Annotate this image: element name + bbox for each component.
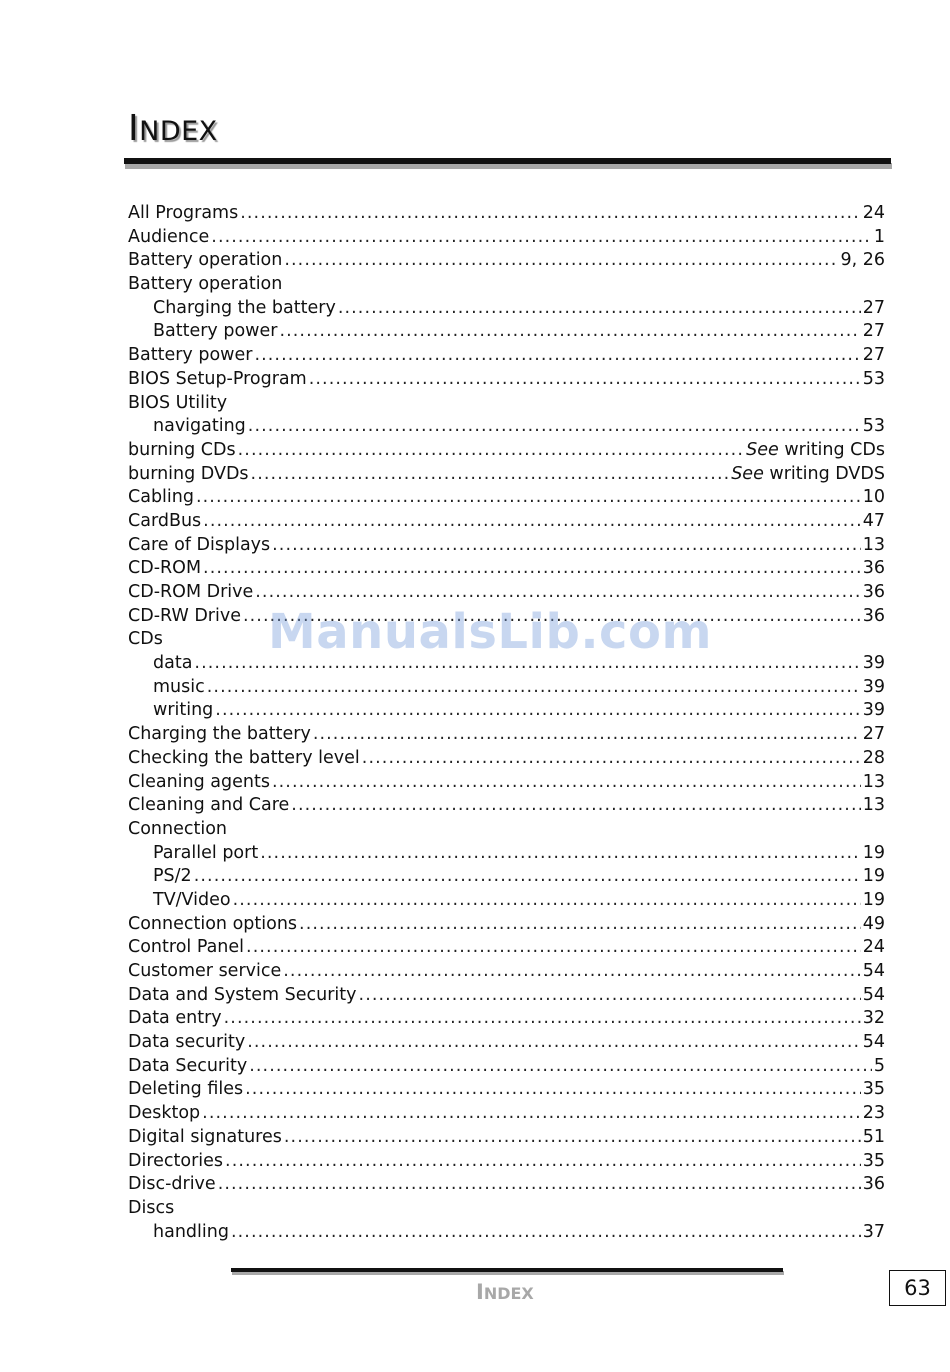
index-term: Audience — [128, 226, 210, 247]
page-reference: 53 — [862, 368, 885, 389]
index-term: CD-ROM — [128, 558, 202, 579]
page-reference: 1 — [873, 226, 885, 247]
page-reference: 19 — [862, 889, 885, 910]
dot-leader — [260, 842, 861, 866]
index-subentry — [128, 676, 885, 700]
see-label: See — [746, 439, 779, 460]
page-reference: 5 — [873, 1055, 885, 1076]
index-term: Parallel port — [153, 842, 259, 863]
index-entry — [128, 463, 885, 487]
page-reference: 37 — [862, 1221, 885, 1242]
footer-title-initial: I — [476, 1280, 484, 1304]
index-entry — [128, 249, 885, 273]
page-reference: 24 — [862, 937, 885, 958]
index-term: BIOS Utility — [128, 392, 228, 413]
footer-title — [476, 1280, 534, 1304]
page-reference — [731, 463, 885, 487]
dot-leader — [272, 534, 861, 558]
index-term: TV/Video — [153, 889, 231, 910]
index-entry — [128, 202, 885, 226]
page-reference: 13 — [862, 795, 885, 816]
page-reference: 24 — [862, 203, 885, 223]
dot-leader — [359, 984, 861, 1008]
dot-leader — [255, 581, 860, 605]
dot-leader — [238, 439, 744, 463]
index-entry — [128, 368, 885, 392]
index-term: Data Security — [128, 1055, 248, 1076]
index-entry — [128, 913, 885, 937]
index-term: Charging the battery — [128, 724, 311, 745]
page-reference: 36 — [862, 605, 885, 626]
dot-leader — [284, 1126, 861, 1150]
index-term: Disc-drive — [128, 1174, 216, 1195]
index-subentry — [128, 1221, 885, 1245]
dot-leader — [211, 226, 872, 250]
dot-leader — [218, 1173, 861, 1197]
page-reference: 27 — [862, 345, 885, 366]
index-term: data — [153, 653, 193, 674]
dot-leader — [224, 1007, 861, 1031]
index-entry — [128, 1173, 885, 1197]
index-term: Data entry — [128, 1008, 222, 1029]
index-entry — [128, 1007, 885, 1031]
index-term: Checking the battery level — [128, 747, 360, 768]
page-reference: 35 — [862, 1150, 885, 1171]
index-term: CD-ROM Drive — [128, 582, 254, 602]
index-term: Directories — [128, 1150, 224, 1171]
index-term: Discs — [128, 1197, 175, 1218]
dot-leader — [309, 368, 861, 392]
index-term: Charging the battery — [153, 297, 336, 318]
page-reference: 9, 26 — [840, 250, 885, 271]
dot-leader — [283, 960, 860, 984]
page-reference: 13 — [862, 534, 885, 555]
index-subentry — [128, 415, 885, 439]
page-reference: 39 — [862, 653, 885, 674]
index-entry — [128, 1126, 885, 1150]
page-reference: 27 — [862, 724, 885, 745]
page-reference: 28 — [862, 747, 885, 768]
index-term: All Programs — [128, 203, 239, 223]
index-entry — [128, 723, 885, 747]
index-entry — [128, 486, 885, 510]
index-entry — [128, 534, 885, 558]
page-reference: 54 — [862, 984, 885, 1005]
dot-leader — [207, 676, 861, 700]
dot-leader — [272, 771, 861, 795]
index-term: BIOS Setup-Program — [128, 368, 307, 389]
index-term: navigating — [153, 416, 246, 437]
index-term: CDs — [128, 629, 163, 650]
index-term: Battery operation — [128, 274, 283, 295]
dot-leader — [313, 723, 861, 747]
index-term: Battery power — [128, 345, 253, 366]
index-list — [128, 202, 885, 1244]
dot-leader — [246, 936, 861, 960]
index-entry — [128, 984, 885, 1008]
page-reference: 23 — [862, 1103, 885, 1124]
dot-leader — [194, 865, 861, 889]
index-term: Control Panel — [128, 937, 245, 958]
dot-leader — [299, 913, 861, 937]
index-entry — [128, 1150, 885, 1174]
index-entry — [128, 1197, 885, 1221]
index-entry — [128, 510, 885, 534]
dot-leader — [291, 794, 860, 818]
index-entry — [128, 771, 885, 795]
dot-leader — [233, 889, 861, 913]
index-entry — [128, 344, 885, 368]
index-term: Data and System Security — [128, 984, 357, 1005]
index-term: Customer service — [128, 961, 282, 981]
page-reference: 13 — [862, 771, 885, 792]
index-entry — [128, 392, 885, 416]
index-entry — [128, 273, 885, 297]
index-entry — [128, 818, 885, 842]
page-title-rest: NDEX — [139, 116, 218, 147]
index-term: CardBus — [128, 510, 202, 531]
index-term: writing — [153, 700, 214, 721]
page-reference: 36 — [862, 1174, 885, 1195]
index-term: Cabling — [128, 487, 194, 508]
dot-leader — [338, 297, 861, 321]
dot-leader — [225, 1150, 861, 1174]
index-subentry — [128, 842, 885, 866]
index-entry — [128, 226, 885, 250]
page-number: 63 — [889, 1270, 946, 1306]
dot-leader — [240, 202, 861, 226]
see-target: writing CDs — [778, 439, 885, 460]
page-reference: 35 — [862, 1079, 885, 1100]
dot-leader — [248, 415, 861, 439]
see-target: writing DVDS — [763, 463, 885, 484]
page-reference: 47 — [862, 510, 885, 531]
page-reference: 27 — [862, 297, 885, 318]
index-entry — [128, 794, 885, 818]
index-term: Battery power — [153, 321, 278, 342]
page-reference: 27 — [862, 321, 885, 342]
dot-leader — [251, 463, 730, 487]
index-entry — [128, 1031, 885, 1055]
dot-leader — [196, 486, 861, 510]
page-title — [128, 108, 218, 149]
index-term: Digital signatures — [128, 1126, 282, 1147]
index-term: Deleting files — [128, 1079, 244, 1100]
index-term: CD-RW Drive — [128, 605, 241, 626]
index-entry — [128, 1078, 885, 1102]
page-reference: 53 — [862, 416, 885, 437]
dot-leader — [245, 1078, 861, 1102]
footer-title-rest: NDEX — [483, 1284, 534, 1303]
index-entry — [128, 960, 885, 984]
page-reference: 51 — [862, 1126, 885, 1147]
index-term: burning DVDs — [128, 463, 249, 484]
index-term: Connection — [128, 818, 228, 839]
index-entry — [128, 1102, 885, 1126]
see-label: See — [731, 463, 764, 484]
index-term: Data security — [128, 1032, 246, 1053]
dot-leader — [202, 1102, 861, 1126]
index-subentry — [128, 889, 885, 913]
index-term: burning CDs — [128, 439, 236, 460]
dot-leader — [215, 699, 860, 723]
page-reference — [746, 439, 885, 463]
dot-leader — [284, 249, 838, 273]
dot-leader — [254, 344, 860, 368]
index-entry — [128, 581, 885, 605]
index-term: handling — [153, 1221, 229, 1242]
index-subentry — [128, 699, 885, 723]
page-reference: 49 — [862, 913, 885, 934]
index-term: PS/2 — [153, 866, 192, 887]
page-reference: 54 — [862, 1032, 885, 1053]
page-reference: 10 — [862, 487, 885, 508]
dot-leader — [247, 1031, 860, 1055]
index-term: music — [153, 676, 205, 697]
watermark: ManualsLib.com — [268, 604, 712, 660]
index-term: Cleaning and Care — [128, 795, 290, 816]
index-entry — [128, 557, 885, 581]
dot-leader — [279, 320, 860, 344]
dot-leader — [203, 557, 861, 581]
index-term: Cleaning agents — [128, 771, 270, 792]
index-term: Battery operation — [128, 250, 283, 271]
dot-leader — [231, 1221, 861, 1245]
page-reference: 19 — [862, 866, 885, 887]
page-reference: 39 — [862, 676, 885, 697]
index-entry — [128, 1055, 885, 1079]
dot-leader — [203, 510, 861, 534]
page-title-initial: I — [128, 108, 140, 149]
dot-leader — [249, 1055, 872, 1079]
index-entry — [128, 439, 885, 463]
index-subentry — [128, 320, 885, 344]
page-reference: 36 — [862, 582, 885, 602]
index-entry — [128, 747, 885, 771]
index-term: Desktop — [128, 1103, 201, 1124]
title-divider — [124, 158, 891, 164]
footer-divider — [231, 1268, 783, 1272]
dot-leader — [362, 747, 861, 771]
index-subentry — [128, 865, 885, 889]
page-reference: 32 — [862, 1008, 885, 1029]
page-reference: 54 — [862, 961, 885, 981]
index-subentry — [128, 297, 885, 321]
index-term: Connection options — [128, 913, 298, 934]
index-entry — [128, 936, 885, 960]
page-reference: 36 — [862, 558, 885, 579]
page-reference: 19 — [862, 842, 885, 863]
index-term: Care of Displays — [128, 534, 271, 555]
page-reference: 39 — [862, 700, 885, 721]
